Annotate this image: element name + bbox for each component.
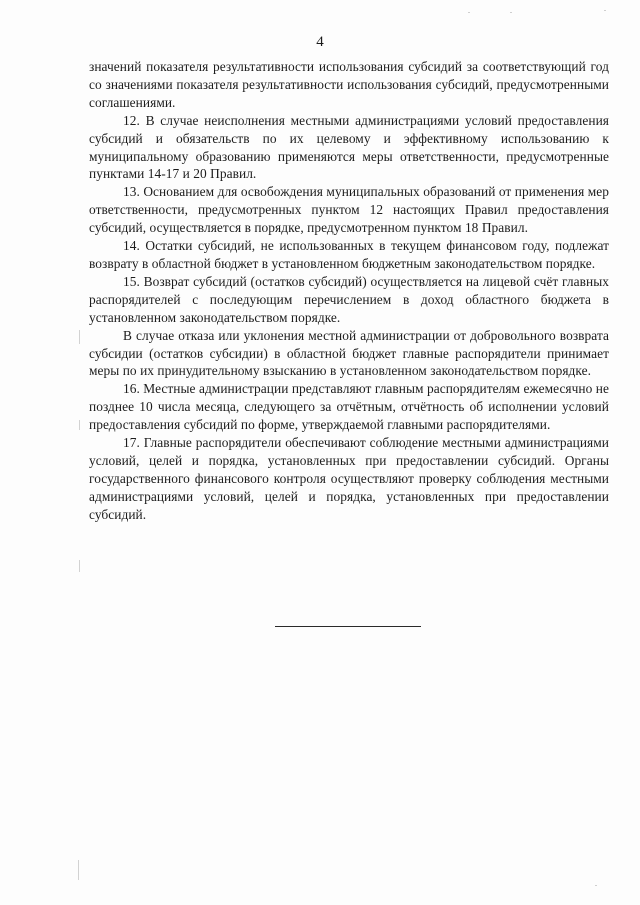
scan-artifact (510, 12, 512, 13)
paragraph-16: 16. Местные администрации представляют главным распорядителям ежемесячно не позднее 10 числа месяца, следующего за отчётным, отчётность об исполнении условий предоставления субсидий по форме, утверждаемой главными распорядителями. (89, 381, 609, 433)
scan-artifact (78, 860, 79, 880)
scan-artifact (79, 560, 80, 572)
paragraph-17: 17. Главные распорядители обеспечивают соблюдение местными администрациями условий, целей и порядка, установленных при предоставлении субсидий. Органы государственного финансового контроля осуществляют проверку соблюдения местными администрациями условий, целей и порядка, установленных при предоставлении субсидий. (89, 435, 609, 522)
end-divider-line (275, 626, 421, 627)
paragraph-14: 14. Остатки субсидий, не использованных в текущем финансовом году, подлежат возврату в областной бюджет в установленном бюджетным законодательством порядке. (89, 238, 609, 271)
paragraph-15: 15. Возврат субсидий (остатков субсидий) осуществляется на лицевой счёт главных распорядителей с последующим перечислением в доход областного бюджета в установленном законодательством порядке. (89, 273, 609, 325)
scan-artifact (79, 330, 80, 344)
paragraph-13: 13. Основанием для освобождения муниципальных образований от применения мер ответственности, предусмотренных пунктом 12 настоящих Правил предоставления субсидий, осуществляется в порядке, предусмотренном пунктом 18 Правил. (89, 184, 609, 236)
scan-artifact (595, 885, 597, 886)
paragraph-15-refusal: В случае отказа или уклонения местной администрации от добровольного возврата субсидии (остатков субсидии) в областной бюджет главные распорядители принимает меры по их принудительному взысканию в установленном законодательством порядке. (89, 327, 609, 379)
document-body (89, 58, 609, 524)
paragraph-continuation: значений показателя результативности использования субсидий за соответствующий год со значениями показателя результативности использования субсидий, предусмотренными соглашениями. (89, 59, 609, 110)
scan-artifact (604, 10, 606, 11)
scan-artifact (468, 12, 470, 13)
scan-artifact (79, 420, 80, 430)
paragraph-12: 12. В случае неисполнения местными администрациями условий предоставления субсидий и обязательств по их целевому и эффективному использованию к муниципальному образованию применяются меры ответственности, предусмотренные пунктами 14-17 и 20 Правил. (89, 112, 609, 182)
page-number: 4 (316, 34, 324, 50)
